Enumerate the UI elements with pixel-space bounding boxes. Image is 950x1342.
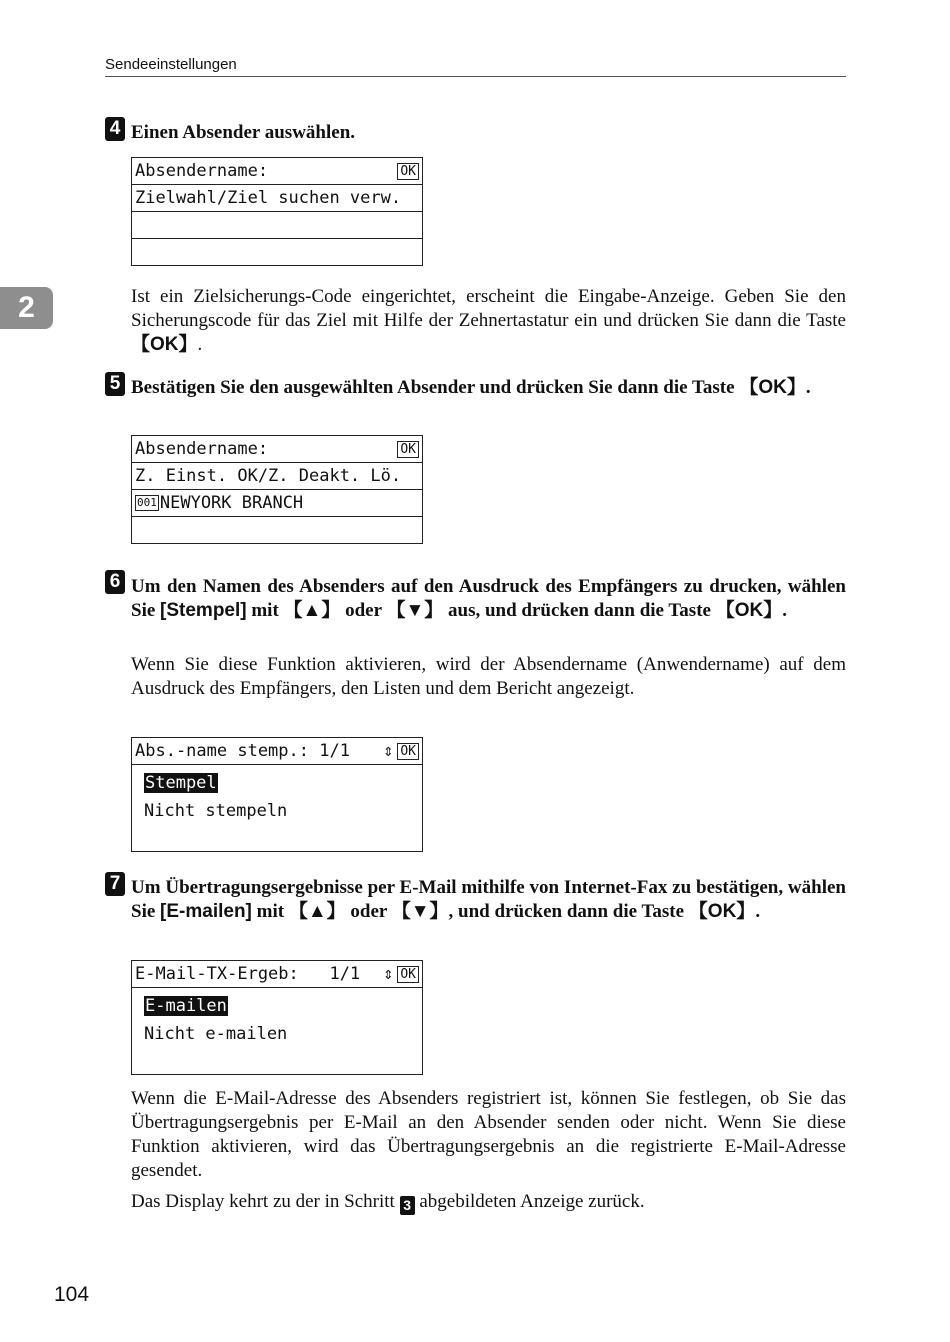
paragraph-text: . — [197, 334, 203, 355]
key-label: 【▲】 — [288, 901, 346, 922]
lcd-menu-display — [131, 960, 423, 1075]
heading-text: mit — [246, 600, 284, 621]
lcd-menu-display — [131, 737, 423, 852]
lcd-title-row — [132, 436, 422, 463]
up-down-arrow-icon: ⇕ — [383, 964, 394, 984]
lcd-row — [132, 490, 422, 517]
body-paragraph — [131, 285, 846, 357]
key-label: 【OK】 — [715, 600, 783, 621]
heading-text: , und drücken dann die Taste — [448, 901, 689, 922]
step-number: 4 — [105, 117, 125, 141]
menu-option-stempel — [144, 769, 410, 797]
key-label: [Stempel] — [160, 600, 247, 621]
key-label: 【OK】 — [739, 377, 806, 398]
paragraph-text: abgebildeten Anzeige zurück. — [414, 1191, 645, 1212]
body-paragraph: Wenn die E-Mail-Adresse des Absenders registriert ist, können Sie festlegen, ob Sie das Übertragungsergebnis per E-Mail an den Absender senden oder nicht. Wenn Sie diese Funktion aktivieren, wird das Übertragungsergebnis an die registrierte E-Mail-Adresse gesendet. — [131, 1088, 846, 1181]
ok-indicator: OK — [397, 441, 419, 458]
ok-indicator: OK — [397, 163, 419, 180]
lcd-title-row — [132, 158, 422, 185]
key-label: 【▼】 — [391, 901, 449, 922]
lcd-title: Absendername: — [135, 439, 269, 459]
step-heading — [131, 376, 846, 400]
heading-text: oder — [340, 600, 387, 621]
heading-text: oder — [345, 901, 392, 922]
lcd-row: Zielwahl/Ziel suchen verw. — [132, 185, 422, 212]
step-number: 5 — [105, 372, 125, 396]
body-paragraph: Wenn Sie diese Funktion aktivieren, wird der Absendername (Anwendername) auf dem Ausdruck des Empfängers, den Listen und dem Bericht angezeigt. — [131, 654, 846, 699]
step-heading — [131, 876, 846, 924]
entry-number: 001 — [137, 496, 157, 509]
page-number: 104 — [54, 1283, 90, 1306]
lcd-display — [131, 435, 423, 544]
entry-name: NEWYORK BRANCH — [159, 493, 304, 513]
heading-text: . — [755, 901, 761, 922]
heading-text: . — [805, 377, 811, 398]
lcd-display — [131, 157, 423, 266]
lcd-title-row — [132, 738, 422, 765]
step-reference: 3 — [400, 1196, 415, 1215]
key-label: 【▲】 — [283, 600, 341, 621]
key-label: 【▼】 — [386, 600, 444, 621]
lcd-row — [132, 517, 422, 543]
running-header: Sendeeinstellungen — [105, 56, 846, 77]
up-down-arrow-icon: ⇕ — [383, 741, 394, 761]
selected-option: Stempel — [145, 773, 217, 793]
heading-text: Um den Namen des Absenders auf den Ausdruck des Empfängers zu drucken, wählen Sie — [131, 576, 846, 621]
lcd-menu-options — [132, 988, 422, 1074]
step-number: 6 — [105, 570, 125, 594]
step-number: 7 — [105, 872, 125, 896]
lcd-menu-options — [132, 765, 422, 851]
heading-text: . — [782, 600, 787, 621]
menu-option-nicht-e-mailen: Nicht e-mailen — [144, 1024, 288, 1044]
heading-text: mit — [251, 901, 289, 922]
lcd-row — [132, 239, 422, 265]
key-label: 【OK】 — [131, 334, 198, 355]
menu-option-nicht-stempeln: Nicht stempeln — [144, 801, 288, 821]
ok-indicator: OK — [397, 966, 419, 983]
key-label: 【OK】 — [688, 901, 756, 922]
lcd-row: Z. Einst. OK/Z. Deakt. Lö. — [132, 463, 422, 490]
heading-text: Um Übertragungsergebnisse per E-Mail mithilfe von Internet-Fax zu bestätigen, wählen Sie — [131, 877, 846, 922]
paragraph-text: Ist ein Zielsicherungs-Code eingerichtet, erscheint die Eingabe-Anzeige. Geben Sie den Sicherungscode für das Ziel mit Hilfe der Zehnertastatur ein und drücken Sie dann die Taste — [131, 286, 846, 331]
lcd-title: E-Mail-TX-Ergeb: 1/1 — [135, 964, 361, 984]
step-heading: Einen Absender auswählen. — [131, 122, 356, 143]
lcd-row — [132, 212, 422, 239]
lcd-title: Absendername: — [135, 161, 269, 181]
key-label: [E-mailen] — [160, 901, 252, 922]
paragraph-text: Das Display kehrt zu der in Schritt — [131, 1191, 400, 1212]
menu-option-e-mailen — [144, 992, 410, 1020]
heading-text: aus, und drücken dann die Taste — [443, 600, 716, 621]
ok-indicator: OK — [397, 743, 419, 760]
lcd-title-row — [132, 961, 422, 988]
body-paragraph — [131, 1190, 846, 1215]
selected-option: E-mailen — [145, 996, 227, 1016]
lcd-title: Abs.-name stemp.: 1/1 — [135, 741, 350, 761]
step-heading — [131, 575, 846, 623]
chapter-tab: 2 — [0, 287, 53, 329]
heading-text: Bestätigen Sie den ausgewählten Absender und drücken Sie dann die Taste — [131, 377, 740, 398]
